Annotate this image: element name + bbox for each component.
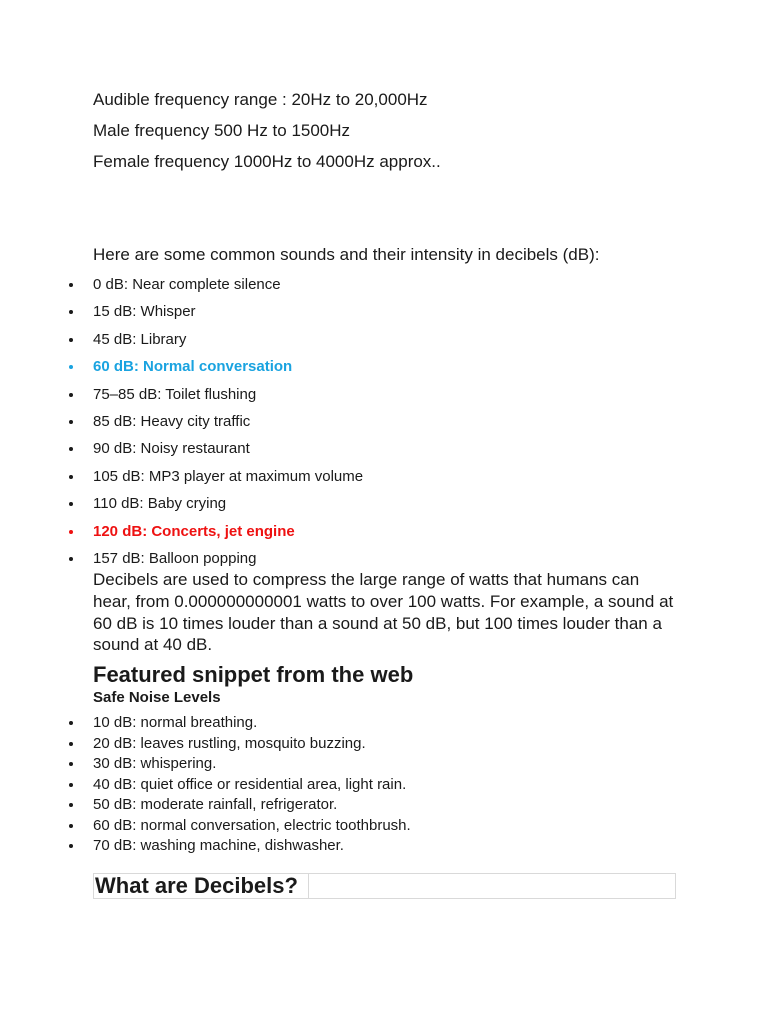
female-frequency-text: Female frequency 1000Hz to 4000Hz approx.. xyxy=(93,152,441,171)
list-item: 85 dB: Heavy city traffic xyxy=(93,413,363,440)
list-item: 0 dB: Near complete silence xyxy=(93,276,363,303)
list-item: 70 dB: washing machine, dishwasher. xyxy=(93,837,411,858)
list-item: 30 dB: whispering. xyxy=(93,755,411,776)
list-item: 50 dB: moderate rainfall, refrigerator. xyxy=(93,796,411,817)
table-cell-empty xyxy=(309,874,676,899)
sounds-heading: Here are some common sounds and their intensity in decibels (dB): xyxy=(93,245,600,264)
list-item-highlighted-blue: 60 dB: Normal conversation xyxy=(93,358,363,385)
audible-range-text: Audible frequency range : 20Hz to 20,000Hz xyxy=(93,90,428,109)
snippet-subtitle: Safe Noise Levels xyxy=(93,689,221,706)
decibels-section-title: What are Decibels? xyxy=(95,873,298,898)
list-item: 40 dB: quiet office or residential area, light rain. xyxy=(93,776,411,797)
list-item: 45 dB: Library xyxy=(93,331,363,358)
list-item: 90 dB: Noisy restaurant xyxy=(93,440,363,467)
snippet-title: Featured snippet from the web xyxy=(93,662,414,687)
sounds-list xyxy=(93,276,363,577)
list-item: 105 dB: MP3 player at maximum volume xyxy=(93,468,363,495)
list-item: 10 dB: normal breathing. xyxy=(93,714,411,735)
list-item: 15 dB: Whisper xyxy=(93,303,363,330)
list-item: 110 dB: Baby crying xyxy=(93,495,363,522)
list-item-highlighted-red: 120 dB: Concerts, jet engine xyxy=(93,523,363,550)
table-cell xyxy=(94,874,309,899)
male-frequency-text: Male frequency 500 Hz to 1500Hz xyxy=(93,121,351,140)
list-item: 20 dB: leaves rustling, mosquito buzzing. xyxy=(93,735,411,756)
decibels-paragraph: Decibels are used to compress the large range of watts that humans can hear, from 0.000000000001 watts to over 100 watts. For example, a sound at 60 dB is 10 times louder than a sound at 50 dB, but 100 times louder than a sound at 40 dB. xyxy=(93,570,674,655)
safe-levels-list xyxy=(93,714,411,858)
list-item: 60 dB: normal conversation, electric toothbrush. xyxy=(93,817,411,838)
list-item: 157 dB: Balloon popping xyxy=(93,550,363,577)
decibels-table xyxy=(93,873,676,899)
list-item: 75–85 dB: Toilet flushing xyxy=(93,386,363,413)
